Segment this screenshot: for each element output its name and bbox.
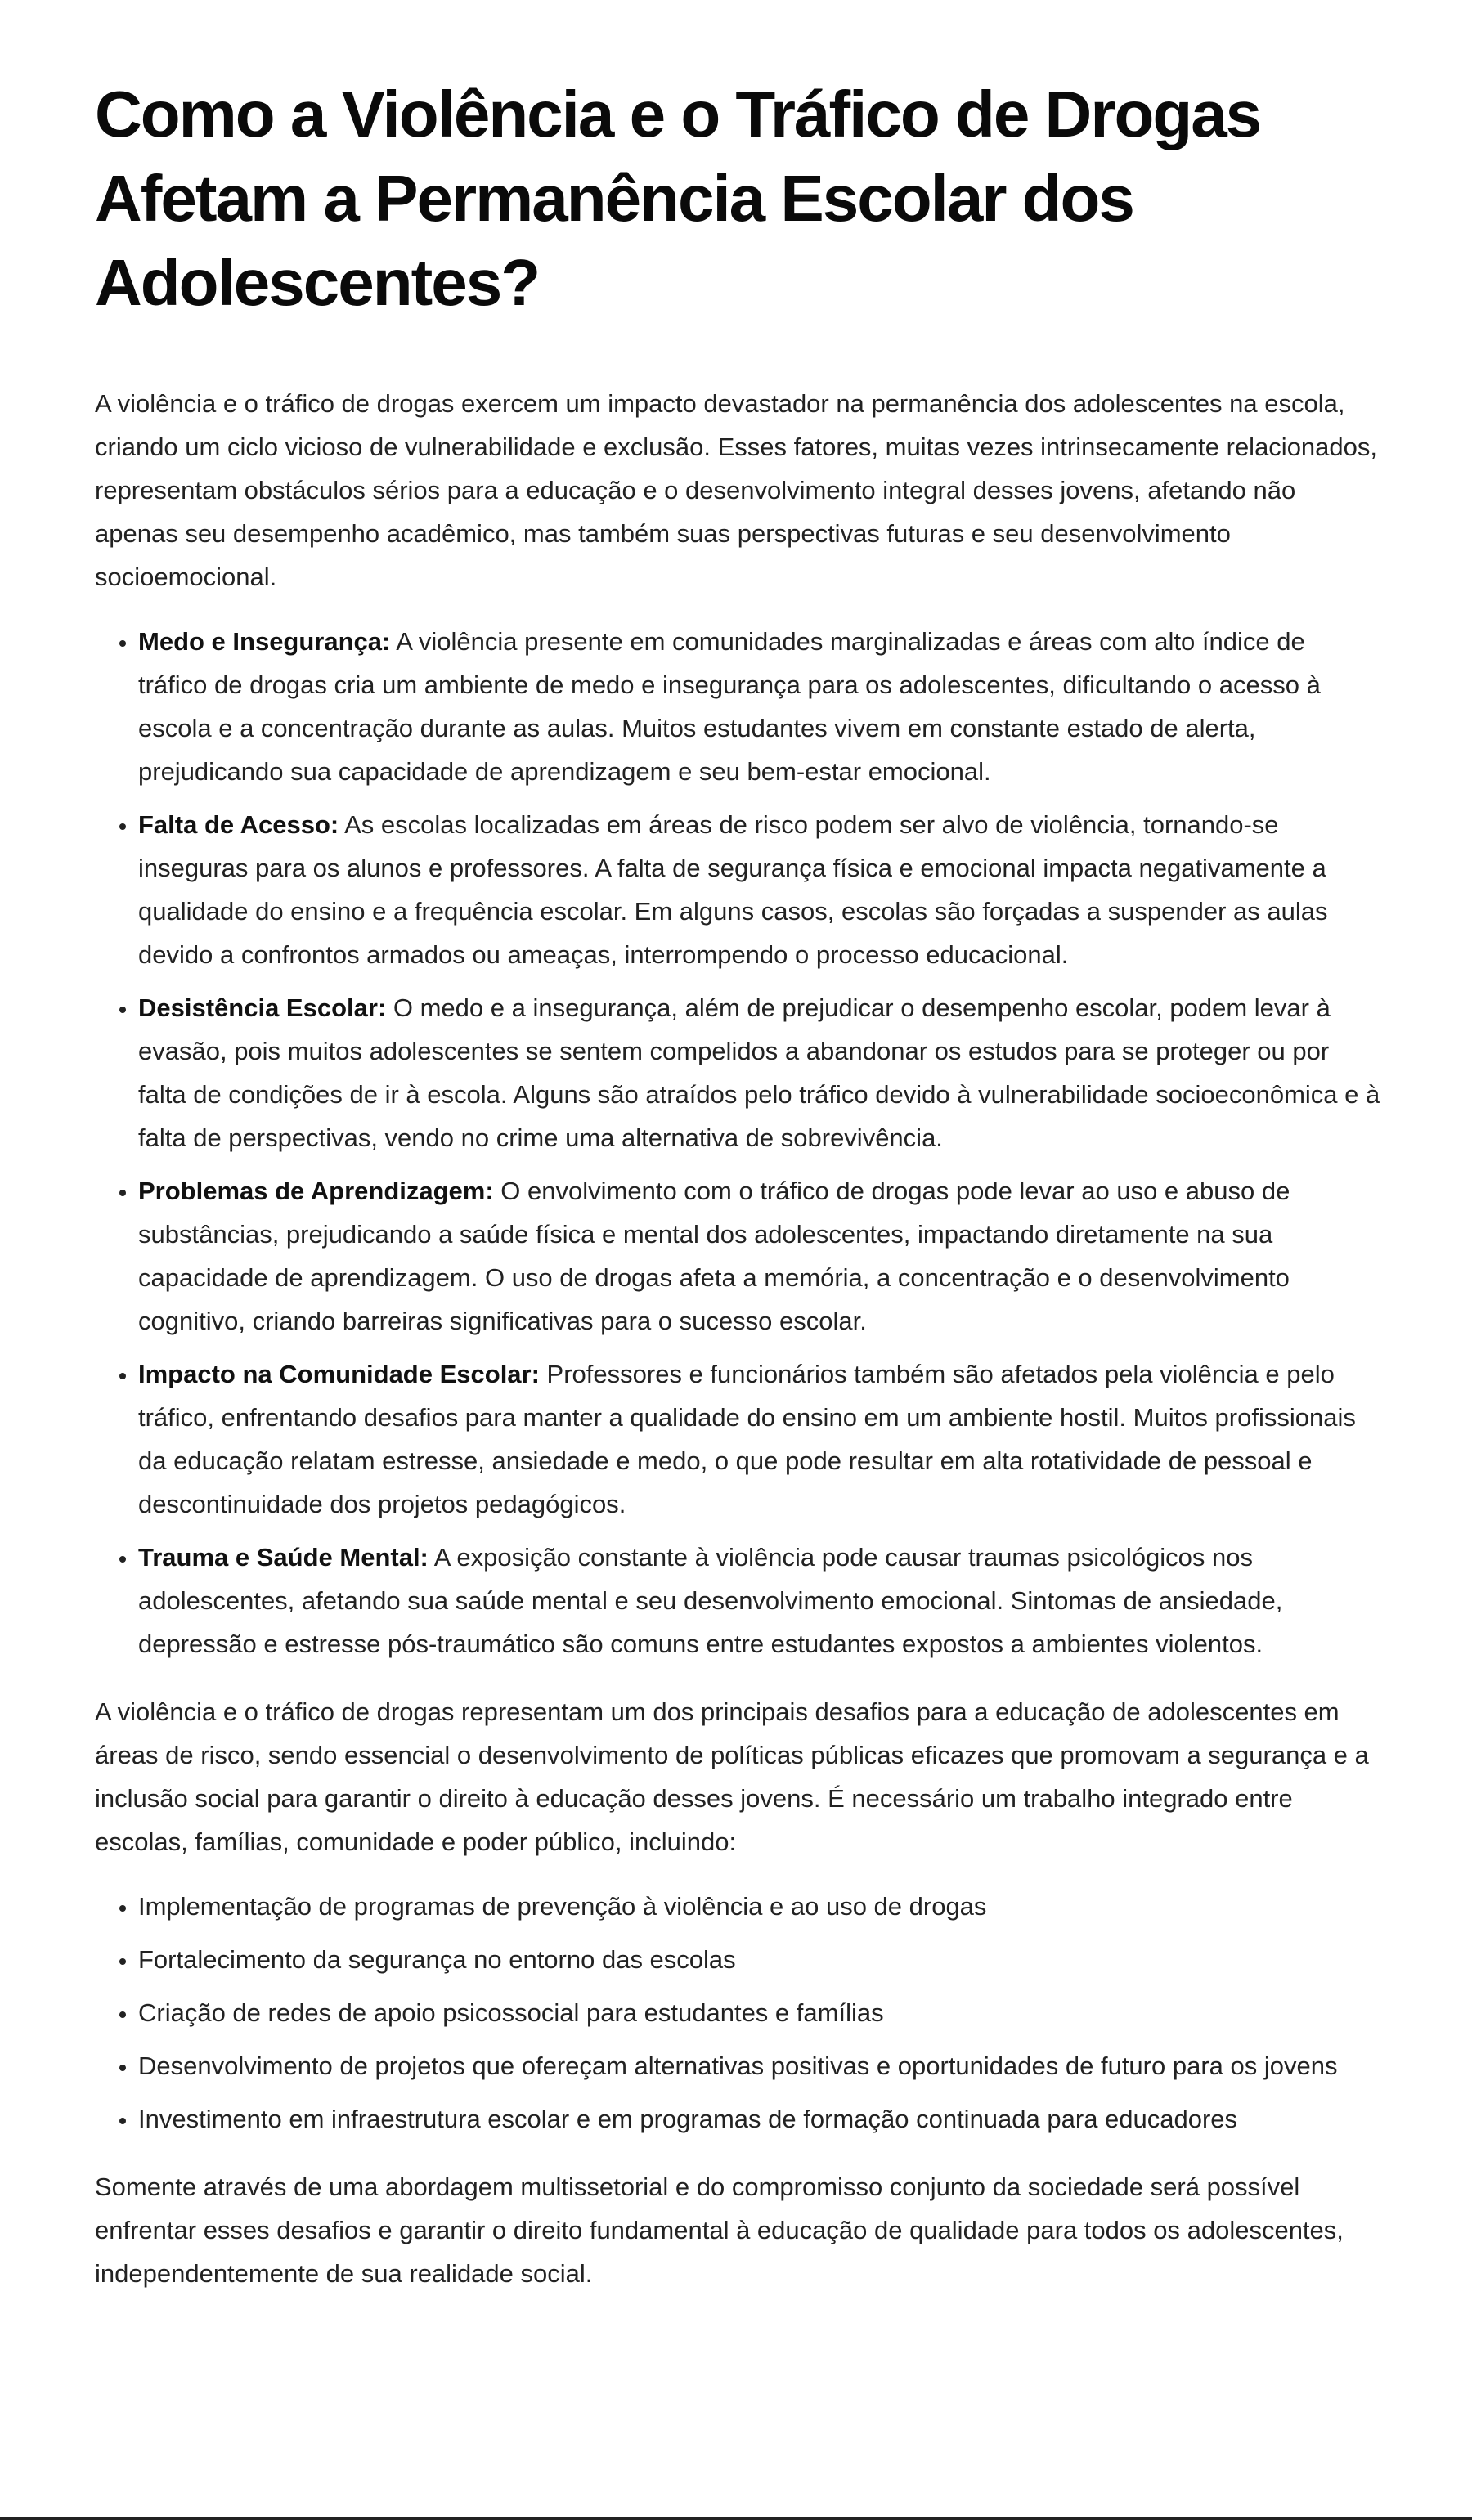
item-term: Impacto na Comunidade Escolar: bbox=[138, 1360, 540, 1388]
item-text: A exposição constante à violência pode causar traumas psicológicos nos adolescentes, afetando sua saúde mental e seu desenvolvimento emocional. Sintomas de ansiedade, depressão e estresse pós-traumático são comuns entre estudantes expostos a ambientes violentos. bbox=[138, 1543, 1283, 1658]
item-text: O envolvimento com o tráfico de drogas pode levar ao uso e abuso de substâncias, prejudicando a saúde física e mental dos adolescentes, impactando diretamente na sua capacidade de aprendizagem. O uso de drogas afeta a memória, a concentração e o desenvolvimento cognitivo, criando barreiras significativas para o sucesso escolar. bbox=[138, 1177, 1290, 1335]
list-item: • Criação de redes de apoio psicossocial para estudantes e famílias bbox=[138, 1991, 1380, 2034]
item-text: As escolas localizadas em áreas de risco podem ser alvo de violência, tornando-se inseguras para os alunos e professores. A falta de segurança física e emocional impacta negativamente a qualidade do ensino e a frequência escolar. Em alguns casos, escolas são forçadas a suspender as aulas devido a confrontos armados ou ameaças, interrompendo o processo educacional. bbox=[138, 810, 1328, 969]
item-text: A violência presente em comunidades marginalizadas e áreas com alto índice de tráfico de drogas cria um ambiente de medo e insegurança para os adolescentes, dificultando o acesso à escola e a concentração durante as aulas. Muitos estudantes vivem em constante estado de alerta, prejudicando sua capacidade de aprendizagem e seu bem-estar emocional. bbox=[138, 627, 1321, 786]
conclusion-paragraph: Somente através de uma abordagem multissetorial e do compromisso conjunto da sociedade será possível enfrentar esses desafios e garantir o direito fundamental à educação de qualidade para todos os adolescentes, independentemente de sua realidade social. bbox=[95, 2172, 1344, 2288]
list-item bbox=[138, 1352, 1380, 1526]
actions-list bbox=[95, 1885, 1380, 2141]
bottom-divider bbox=[0, 2517, 1472, 2520]
list-item: • Fortalecimento da segurança no entorno das escolas bbox=[138, 1938, 1380, 1981]
list-item: • Desenvolvimento de projetos que ofereçam alternativas positivas e oportunidades de futuro para os jovens bbox=[138, 2044, 1380, 2087]
list-item: • Implementação de programas de prevenção à violência e ao uso de drogas bbox=[138, 1885, 1380, 1928]
list-item bbox=[138, 1536, 1380, 1666]
intro-paragraph: A violência e o tráfico de drogas exercem um impacto devastador na permanência dos adolescentes na escola, criando um ciclo vicioso de vulnerabilidade e exclusão. Esses fatores, muitas vezes intrinsecamente relacionados, representam obstáculos sérios para a educação e o desenvolvimento integral desses jovens, afetando não apenas seu desempenho acadêmico, mas também suas perspectivas futuras e seu desenvolvimento socioemocional. bbox=[95, 389, 1378, 591]
list-item bbox=[138, 803, 1380, 976]
list-item bbox=[138, 986, 1380, 1159]
item-term: Trauma e Saúde Mental: bbox=[138, 1543, 429, 1572]
middle-paragraph: A violência e o tráfico de drogas representam um dos principais desafios para a educação de adolescentes em áreas de risco, sendo essencial o desenvolvimento de políticas públicas eficazes que promovam a segurança e a inclusão social para garantir o direito à educação desses jovens. É necessário um trabalho integrado entre escolas, famílias, comunidade e poder público, incluindo: bbox=[95, 1697, 1369, 1856]
impacts-list bbox=[95, 620, 1380, 1666]
item-term: Desistência Escolar: bbox=[138, 993, 387, 1022]
item-term: Medo e Insegurança: bbox=[138, 627, 391, 656]
list-item bbox=[138, 620, 1380, 793]
list-item: • Investimento em infraestrutura escolar e em programas de formação continuada para educadores bbox=[138, 2097, 1380, 2141]
list-item bbox=[138, 1169, 1380, 1343]
item-text: O medo e a insegurança, além de prejudicar o desempenho escolar, podem levar à evasão, pois muitos adolescentes se sentem compelidos a abandonar os estudos para se proteger ou por falta de condições de ir à escola. Alguns são atraídos pelo tráfico devido à vulnerabilidade socioeconômica e à falta de perspectivas, vendo no crime uma alternativa de sobrevivência. bbox=[138, 993, 1380, 1152]
item-text: Professores e funcionários também são afetados pela violência e pelo tráfico, enfrentando desafios para manter a qualidade do ensino em um ambiente hostil. Muitos profissionais da educação relatam estresse, ansiedade e medo, o que pode resultar em alta rotatividade de pessoal e descontinuidade dos projetos pedagógicos. bbox=[138, 1360, 1356, 1518]
item-term: Problemas de Aprendizagem: bbox=[138, 1177, 494, 1205]
article bbox=[95, 72, 1380, 2316]
page-title: Como a Violência e o Tráfico de Drogas Afetam a Permanência Escolar dos Adolescentes? bbox=[95, 78, 1261, 319]
item-term: Falta de Acesso: bbox=[138, 810, 339, 839]
